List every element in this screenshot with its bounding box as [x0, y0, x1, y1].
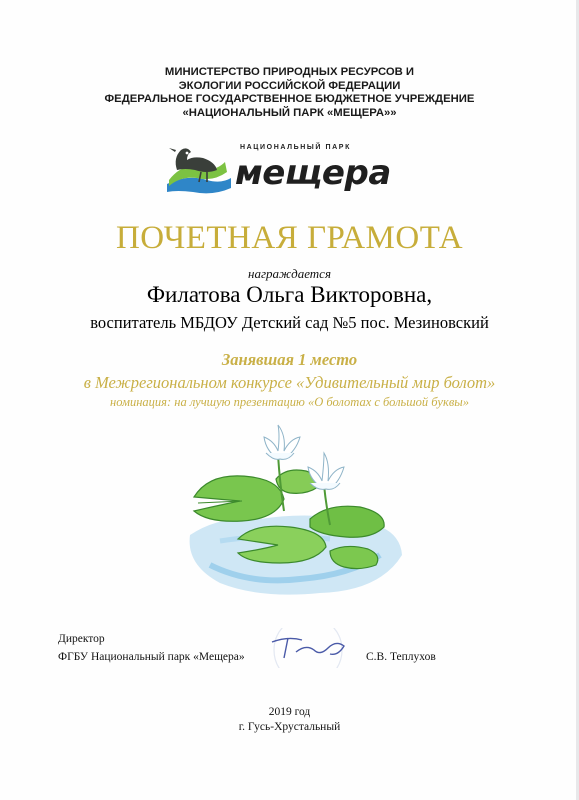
contest-name: в Межрегиональном конкурсе «Удивительный мир болот» [83, 373, 496, 392]
header-line-park: «НАЦИОНАЛЬНЫЙ ПАРК «МЕЩЕРА»» [182, 106, 397, 119]
park-logo [163, 140, 391, 200]
bird-emblem-icon [163, 140, 235, 200]
handwritten-signature [258, 628, 358, 668]
header-line-ministry: МИНИСТЕРСТВО ПРИРОДНЫХ РЕСУРСОВ И [164, 66, 415, 78]
nomination-text: номинация: на лучшую презентацию «О болотах с большой буквы» [110, 395, 469, 409]
recipient-position: воспитатель МБДОУ Детский сад №5 пос. Мезиновский [90, 313, 489, 332]
water-lily-illustration [180, 415, 410, 605]
director-name: С.В. Теплухов [366, 651, 436, 663]
logo-wordmark: мещера [235, 153, 391, 193]
awarded-caption: награждается [248, 266, 331, 281]
recipient-name: Филатова Ольга Викторовна, [146, 282, 433, 307]
header-line-institution: ФЕДЕРАЛЬНОЕ ГОСУДАРСТВЕННОЕ БЮДЖЕТНОЕ УЧРЕЖДЕНИЕ [104, 93, 475, 106]
issue-city: г. Гусь-Хрустальный [238, 721, 341, 733]
issuer-header [0, 66, 579, 120]
logo-subtitle: НАЦИОНАЛЬНЫЙ ПАРК [240, 144, 351, 151]
award-place: Занявшая 1 место [221, 350, 358, 369]
certificate-title: ПОЧЕТНАЯ ГРАМОТА [115, 220, 464, 256]
director-organization: ФГБУ Национальный парк «Мещера» [58, 651, 245, 663]
issue-year: 2019 год [268, 706, 311, 718]
director-role: Директор [58, 633, 105, 645]
header-line-ecology: ЭКОЛОГИИ РОССИЙСКОЙ ФЕДЕРАЦИИ [178, 79, 401, 92]
